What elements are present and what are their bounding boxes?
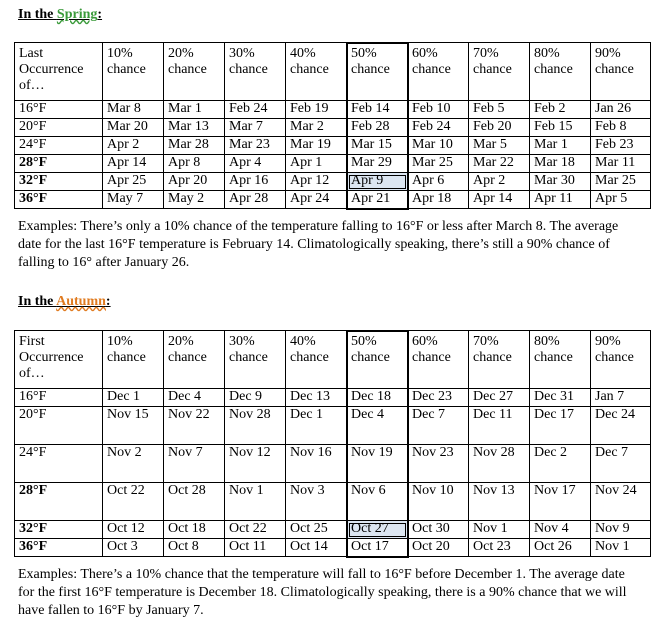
autumn-date-cell: Nov 15 bbox=[103, 407, 164, 445]
spring-heading-suffix: : bbox=[97, 7, 103, 22]
spring-date-cell: Jan 26 bbox=[591, 101, 651, 119]
autumn-date-cell: Nov 1 bbox=[469, 521, 530, 539]
spring-header-chance: 30% chance bbox=[225, 43, 286, 101]
autumn-date-cell: Oct 3 bbox=[103, 539, 164, 557]
spring-date-cell: Feb 19 bbox=[286, 101, 347, 119]
autumn-date-cell: Nov 9 bbox=[591, 521, 651, 539]
spring-header-chance: 70% chance bbox=[469, 43, 530, 101]
spring-date-cell: May 2 bbox=[164, 191, 225, 209]
spring-date-cell: Apr 2 bbox=[103, 137, 164, 155]
spring-temperature-cell: 16°F bbox=[15, 101, 103, 119]
spring-header-chance: 90% chance bbox=[591, 43, 651, 101]
spring-header-chance: 20% chance bbox=[164, 43, 225, 101]
spring-date-cell: Mar 13 bbox=[164, 119, 225, 137]
autumn-temperature-cell: 28°F bbox=[15, 483, 103, 521]
autumn-date-cell: Nov 13 bbox=[469, 483, 530, 521]
autumn-date-cell: Dec 4 bbox=[164, 389, 225, 407]
autumn-header-row bbox=[15, 331, 651, 389]
autumn-date-cell: Dec 17 bbox=[530, 407, 591, 445]
spring-date-cell: Apr 16 bbox=[225, 173, 286, 191]
spring-date-cell: Mar 28 bbox=[164, 137, 225, 155]
spring-header-chance: 40% chance bbox=[286, 43, 347, 101]
spring-date-cell: Mar 20 bbox=[103, 119, 164, 137]
spring-header-chance: 10% chance bbox=[103, 43, 164, 101]
autumn-date-cell: Oct 27 bbox=[347, 521, 408, 539]
autumn-date-cell: Oct 28 bbox=[164, 483, 225, 521]
autumn-heading-prefix: In the bbox=[18, 294, 57, 309]
spring-date-cell: Mar 29 bbox=[347, 155, 408, 173]
spring-date-cell: Mar 19 bbox=[286, 137, 347, 155]
spring-date-cell: Apr 9 bbox=[347, 173, 408, 191]
spring-date-cell: Apr 5 bbox=[591, 191, 651, 209]
spring-date-cell: Apr 14 bbox=[469, 191, 530, 209]
autumn-date-cell: Dec 9 bbox=[225, 389, 286, 407]
spring-heading bbox=[18, 7, 102, 23]
spring-date-cell: Feb 23 bbox=[591, 137, 651, 155]
spring-date-cell: Feb 24 bbox=[408, 119, 469, 137]
autumn-date-cell: Nov 24 bbox=[591, 483, 651, 521]
spring-date-cell: Feb 28 bbox=[347, 119, 408, 137]
autumn-date-cell: Nov 3 bbox=[286, 483, 347, 521]
autumn-date-cell: Dec 2 bbox=[530, 445, 591, 483]
autumn-header-chance: 40% chance bbox=[286, 331, 347, 389]
spring-header-chance: 60% chance bbox=[408, 43, 469, 101]
spring-date-cell: Feb 8 bbox=[591, 119, 651, 137]
autumn-date-cell: Dec 27 bbox=[469, 389, 530, 407]
spring-date-cell: Mar 1 bbox=[530, 137, 591, 155]
spring-temperature-cell: 24°F bbox=[15, 137, 103, 155]
spring-date-cell: Apr 1 bbox=[286, 155, 347, 173]
spring-date-cell: Mar 7 bbox=[225, 119, 286, 137]
autumn-date-cell: Dec 1 bbox=[286, 407, 347, 445]
spring-date-cell: Apr 28 bbox=[225, 191, 286, 209]
autumn-date-cell: Nov 19 bbox=[347, 445, 408, 483]
autumn-date-cell: Dec 18 bbox=[347, 389, 408, 407]
autumn-date-cell: Dec 31 bbox=[530, 389, 591, 407]
autumn-date-cell: Nov 6 bbox=[347, 483, 408, 521]
autumn-date-cell: Nov 1 bbox=[591, 539, 651, 557]
spring-date-cell: Apr 2 bbox=[469, 173, 530, 191]
spring-date-cell: Feb 15 bbox=[530, 119, 591, 137]
spring-temperature-cell: 28°F bbox=[15, 155, 103, 173]
autumn-date-cell: Oct 23 bbox=[469, 539, 530, 557]
spring-date-cell: Apr 24 bbox=[286, 191, 347, 209]
autumn-header-chance: 80% chance bbox=[530, 331, 591, 389]
autumn-heading-suffix: : bbox=[105, 294, 111, 309]
autumn-date-cell: Oct 26 bbox=[530, 539, 591, 557]
autumn-date-cell: Oct 12 bbox=[103, 521, 164, 539]
spring-date-cell: Apr 4 bbox=[225, 155, 286, 173]
spring-header-row bbox=[15, 43, 651, 101]
autumn-date-cell: Dec 13 bbox=[286, 389, 347, 407]
autumn-date-cell: Jan 7 bbox=[591, 389, 651, 407]
spring-examples: Examples: There’s only a 10% chance of the temperature falling to 16°F or less after March 8. The average date for the last 16°F temperature is February 14. Climatologically speaking, there’s still a 90% chance of falling to 16° after January 26. bbox=[18, 219, 619, 270]
autumn-date-cell: Nov 28 bbox=[469, 445, 530, 483]
spring-date-cell: Apr 8 bbox=[164, 155, 225, 173]
spring-table-row bbox=[15, 191, 651, 209]
spring-date-cell: Apr 6 bbox=[408, 173, 469, 191]
spring-date-cell: May 7 bbox=[103, 191, 164, 209]
autumn-header-chance: 50% chance bbox=[347, 331, 408, 389]
spring-date-cell: Apr 25 bbox=[103, 173, 164, 191]
autumn-date-cell: Oct 22 bbox=[225, 521, 286, 539]
autumn-header-chance: 70% chance bbox=[469, 331, 530, 389]
autumn-date-cell: Dec 23 bbox=[408, 389, 469, 407]
spring-date-cell: Apr 12 bbox=[286, 173, 347, 191]
autumn-date-cell: Nov 12 bbox=[225, 445, 286, 483]
spring-date-cell: Apr 21 bbox=[347, 191, 408, 209]
spring-date-cell: Mar 25 bbox=[591, 173, 651, 191]
spring-date-cell: Feb 14 bbox=[347, 101, 408, 119]
spring-date-cell: Mar 10 bbox=[408, 137, 469, 155]
autumn-date-cell: Nov 2 bbox=[103, 445, 164, 483]
autumn-date-cell: Oct 8 bbox=[164, 539, 225, 557]
spring-table-row bbox=[15, 101, 651, 119]
spring-temperature-cell: 36°F bbox=[15, 191, 103, 209]
autumn-table-row bbox=[15, 539, 651, 557]
spring-date-cell: Mar 5 bbox=[469, 137, 530, 155]
spring-date-cell: Apr 20 bbox=[164, 173, 225, 191]
autumn-heading-season: Autumn bbox=[56, 294, 106, 309]
autumn-date-cell: Oct 11 bbox=[225, 539, 286, 557]
autumn-date-cell: Oct 25 bbox=[286, 521, 347, 539]
autumn-date-cell: Dec 7 bbox=[408, 407, 469, 445]
spring-heading-prefix: In the bbox=[18, 7, 57, 22]
spring-date-cell: Mar 25 bbox=[408, 155, 469, 173]
autumn-date-cell: Nov 16 bbox=[286, 445, 347, 483]
autumn-date-cell: Nov 17 bbox=[530, 483, 591, 521]
autumn-temperature-cell: 36°F bbox=[15, 539, 103, 557]
spring-header-occurrence: Last Occurrence of… bbox=[15, 43, 103, 101]
autumn-date-cell: Nov 28 bbox=[225, 407, 286, 445]
spring-date-cell: Apr 18 bbox=[408, 191, 469, 209]
spring-date-cell: Mar 2 bbox=[286, 119, 347, 137]
spring-header-chance: 50% chance bbox=[347, 43, 408, 101]
autumn-table-row bbox=[15, 445, 651, 483]
spring-date-cell: Mar 18 bbox=[530, 155, 591, 173]
spring-date-cell: Feb 5 bbox=[469, 101, 530, 119]
spring-temperature-cell: 20°F bbox=[15, 119, 103, 137]
spring-date-cell: Mar 22 bbox=[469, 155, 530, 173]
autumn-date-cell: Oct 20 bbox=[408, 539, 469, 557]
autumn-date-cell: Oct 18 bbox=[164, 521, 225, 539]
spring-date-cell: Apr 11 bbox=[530, 191, 591, 209]
autumn-header-chance: 60% chance bbox=[408, 331, 469, 389]
autumn-table-row bbox=[15, 521, 651, 539]
spring-date-cell: Feb 10 bbox=[408, 101, 469, 119]
autumn-freeze-table bbox=[14, 330, 651, 557]
spring-freeze-table bbox=[14, 42, 651, 209]
autumn-date-cell: Nov 1 bbox=[225, 483, 286, 521]
autumn-heading bbox=[18, 294, 111, 310]
autumn-temperature-cell: 32°F bbox=[15, 521, 103, 539]
autumn-date-cell: Dec 4 bbox=[347, 407, 408, 445]
spring-table-row bbox=[15, 119, 651, 137]
autumn-header-chance: 30% chance bbox=[225, 331, 286, 389]
autumn-header-chance: 90% chance bbox=[591, 331, 651, 389]
autumn-date-cell: Dec 7 bbox=[591, 445, 651, 483]
autumn-temperature-cell: 16°F bbox=[15, 389, 103, 407]
autumn-temperature-cell: 20°F bbox=[15, 407, 103, 445]
autumn-header-occurrence: First Occurrence of… bbox=[15, 331, 103, 389]
autumn-date-cell: Oct 30 bbox=[408, 521, 469, 539]
spring-table-row bbox=[15, 155, 651, 173]
spring-table-row bbox=[15, 137, 651, 155]
autumn-date-cell: Nov 22 bbox=[164, 407, 225, 445]
spring-date-cell: Mar 11 bbox=[591, 155, 651, 173]
autumn-date-cell: Nov 10 bbox=[408, 483, 469, 521]
autumn-table-row bbox=[15, 389, 651, 407]
spring-date-cell: Mar 30 bbox=[530, 173, 591, 191]
spring-date-cell: Mar 23 bbox=[225, 137, 286, 155]
autumn-date-cell: Nov 7 bbox=[164, 445, 225, 483]
autumn-date-cell: Dec 1 bbox=[103, 389, 164, 407]
spring-date-cell: Mar 15 bbox=[347, 137, 408, 155]
autumn-date-cell: Oct 22 bbox=[103, 483, 164, 521]
autumn-examples: Examples: There’s a 10% chance that the temperature will fall to 16°F before December 1. The average date for the first 16°F temperature is December 18. Climatologically speaking, there is a 90% chance that we will have fallen to 16°F by January 7. bbox=[18, 567, 627, 618]
autumn-table-row bbox=[15, 407, 651, 445]
autumn-date-cell: Dec 24 bbox=[591, 407, 651, 445]
spring-date-cell: Feb 24 bbox=[225, 101, 286, 119]
autumn-date-cell: Nov 4 bbox=[530, 521, 591, 539]
autumn-header-chance: 10% chance bbox=[103, 331, 164, 389]
autumn-table-row bbox=[15, 483, 651, 521]
spring-date-cell: Feb 20 bbox=[469, 119, 530, 137]
spring-date-cell: Feb 2 bbox=[530, 101, 591, 119]
autumn-header-chance: 20% chance bbox=[164, 331, 225, 389]
autumn-temperature-cell: 24°F bbox=[15, 445, 103, 483]
autumn-date-cell: Nov 23 bbox=[408, 445, 469, 483]
spring-temperature-cell: 32°F bbox=[15, 173, 103, 191]
spring-date-cell: Apr 14 bbox=[103, 155, 164, 173]
spring-heading-season: Spring bbox=[56, 7, 98, 22]
spring-date-cell: Mar 8 bbox=[103, 101, 164, 119]
autumn-date-cell: Dec 11 bbox=[469, 407, 530, 445]
spring-header-chance: 80% chance bbox=[530, 43, 591, 101]
spring-date-cell: Mar 1 bbox=[164, 101, 225, 119]
autumn-date-cell: Oct 14 bbox=[286, 539, 347, 557]
spring-table-row bbox=[15, 173, 651, 191]
autumn-date-cell: Oct 17 bbox=[347, 539, 408, 557]
